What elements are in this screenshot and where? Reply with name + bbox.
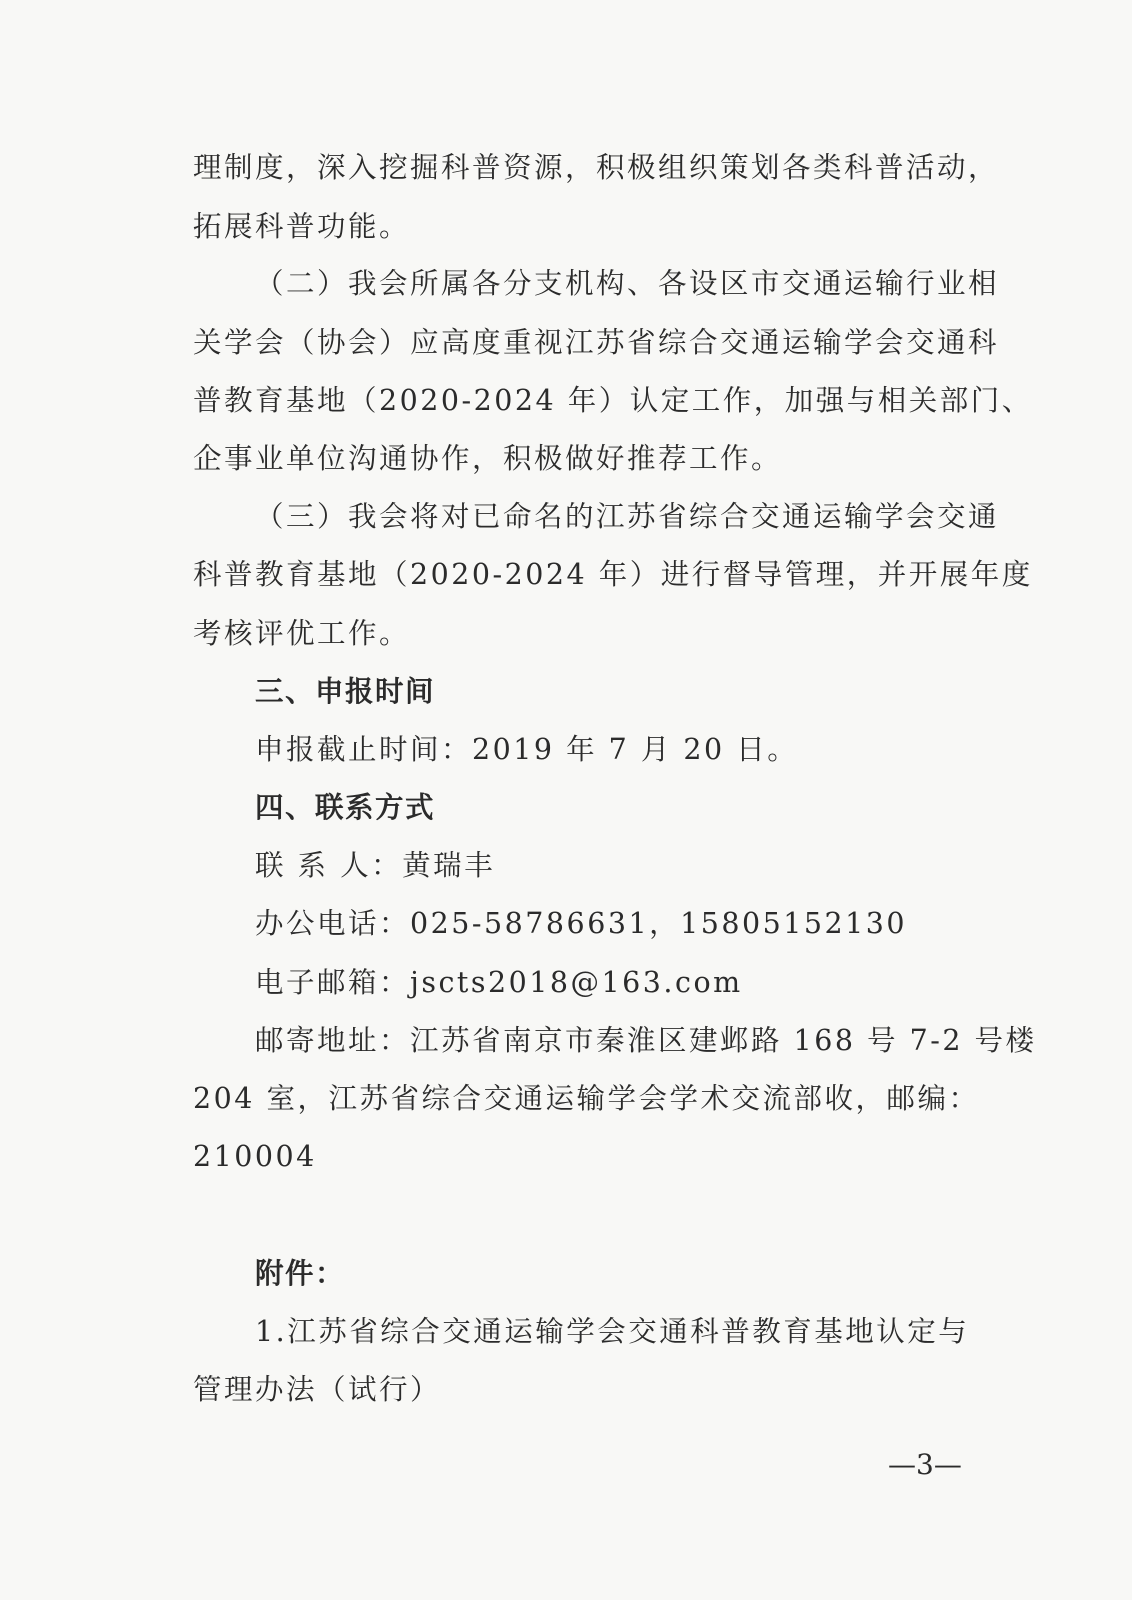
attachment-item-1-line-1: 1.江苏省综合交通运输学会交通科普教育基地认定与: [255, 1315, 970, 1348]
page-number: —3—: [888, 1448, 962, 1481]
contact-person: 联 系 人：黄瑞丰: [255, 849, 496, 882]
attachment-item-1-line-2: 管理办法（试行）: [193, 1373, 442, 1406]
body-line-7: （三）我会将对已命名的江苏省综合交通运输学会交通: [255, 500, 1000, 533]
body-line-3: （二）我会所属各分支机构、各设区市交通运输行业相: [255, 267, 1000, 300]
mailing-address-line-1: 邮寄地址：江苏省南京市秦淮区建邺路 168 号 7-2 号楼: [255, 1024, 1037, 1057]
office-phone: 办公电话：025-58786631，15805152130: [255, 907, 908, 940]
section-heading-contact: 四、联系方式: [255, 791, 436, 824]
body-line-8: 科普教育基地（2020-2024 年）进行督导管理，并开展年度: [193, 558, 1033, 591]
attachments-heading: 附件：: [255, 1257, 346, 1290]
mailing-address-line-2: 204 室，江苏省综合交通运输学会学术交流部收，邮编：: [193, 1082, 980, 1115]
mailing-address-line-3: 210004: [193, 1140, 317, 1173]
email-address: 电子邮箱：jscts2018@163.com: [255, 966, 743, 999]
section-heading-application-time: 三、申报时间: [255, 675, 436, 708]
body-line-4: 关学会（协会）应高度重视江苏省综合交通运输学会交通科: [193, 326, 1000, 359]
body-line-5: 普教育基地（2020-2024 年）认定工作，加强与相关部门、: [193, 384, 1033, 417]
body-line-9: 考核评优工作。: [193, 617, 411, 650]
deadline-text: 申报截止时间：2019 年 7 月 20 日。: [255, 733, 799, 766]
body-line-1: 理制度，深入挖掘科普资源，积极组织策划各类科普活动，: [193, 151, 1000, 184]
body-line-6: 企事业单位沟通协作，积极做好推荐工作。: [193, 442, 783, 475]
body-line-2: 拓展科普功能。: [193, 210, 411, 243]
